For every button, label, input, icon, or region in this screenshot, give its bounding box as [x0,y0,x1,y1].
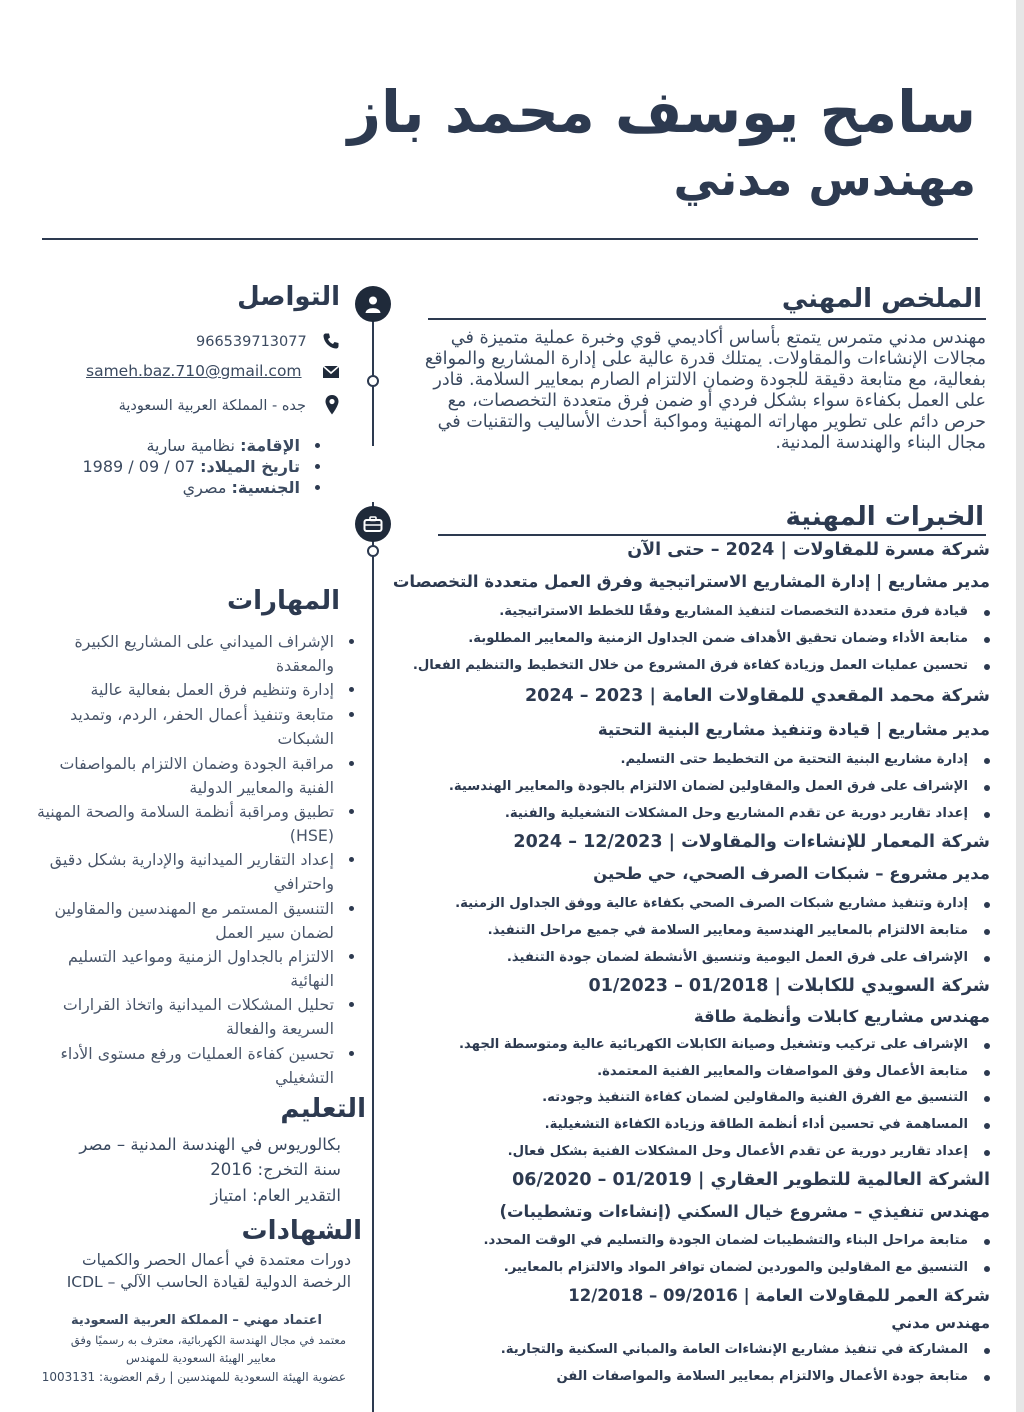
job-company: شركة مسرة للمقاولات | 2024 – حتى الآن [627,540,990,560]
education-year: سنة التخرج: 2016 [210,1160,341,1179]
job-bullet: التنسيق مع المقاولين والموردين لضمان توافر المواد والالتزام بالمعايير. [503,1260,968,1275]
summary-rule [428,318,986,320]
birthdate-value: 07 / 09 / 1989 [82,457,196,476]
job-bullet: المساهمة في تحسين أداء أنظمة الطاقة وزيادة الكفاءة التشغيلية. [544,1117,968,1132]
job-bullet: إدارة وتنفيذ مشاريع شبكات الصرف الصحي بكفاءة عالية ووفق الجداول الزمنية. [455,896,968,911]
summary-heading: الملخص المهني [781,284,982,314]
accreditation-title: اعتماد مهني – المملكة العربية السعودية [71,1313,322,1328]
job-bullet: متابعة مراحل البناء والتشطيبات لضمان الجودة والتسليم في الوقت المحدد. [483,1233,968,1248]
skill-item: مراقبة الجودة وضمان الالتزام بالمواصفات الفنية والمعايير الدولية [24,752,334,800]
job-bullet: الإشراف على فرق العمل والمقاولين لضمان الالتزام بالجودة والمعايير الهندسية. [448,779,968,794]
job-bullet: متابعة الأعمال وفق المواصفات والمعايير الفنية المعتمدة. [597,1064,968,1079]
skill-item: الإشراف الميداني على المشاريع الكبيرة والمعقدة [24,630,334,678]
nationality-label: الجنسية: [231,478,300,497]
job-role: مدير مشاريع | قيادة وتنفيذ مشاريع البنية التحتية [597,720,990,739]
job-role: مهندس مدني [891,1314,990,1332]
nationality-row [183,478,300,497]
location-text: جده - المملكة العربية السعودية [118,398,306,414]
job-bullet: المشاركة في تنفيذ مشاريع الإنشاءات العامة والمباني السكنية والتجارية. [500,1342,968,1357]
job-bullet: متابعة جودة الأعمال والالتزام بمعايير السلامة والمواصفات الفن [556,1369,968,1384]
skill-item: متابعة وتنفيذ أعمال الحفر، الردم، وتمديد الشبكات [24,703,334,751]
briefcase-icon [355,506,391,542]
birthdate-label: تاريخ الميلاد: [200,457,300,476]
phone-number[interactable]: 966539713077 [196,334,307,350]
header-divider [42,238,978,240]
job-bullet: الإشراف على فرق العمل اليومية وتنسيق الأنشطة لضمان جودة التنفيذ. [506,950,968,965]
job-bullet: التنسيق مع الفرق الفنية والمقاولين لضمان كفاءة التنفيذ وجودته. [542,1090,968,1105]
skill-item: تحسين كفاءة العمليات ورفع مستوى الأداء التشغيلي [24,1042,334,1090]
job-title: مهندس مدني [673,152,976,206]
certificates-heading: الشهادات [241,1216,362,1246]
phone-icon [322,332,340,354]
timeline-dot [367,545,379,557]
experience-rule [438,534,986,536]
job-bullet: إدارة مشاريع البنية التحتية من التخطيط حتى التسليم. [620,752,968,767]
residency-value: نظامية سارية [146,436,236,455]
job-bullet: تحسين عمليات العمل وزيادة كفاءة فرق المشروع من خلال التخطيط والتنظيم الفعال. [412,658,968,673]
summary-text: مهندس مدني متمرس يتمتع بأساس أكاديمي قوي وخبرة عملية متميزة في مجالات الإنشاءات والمقاولات. يمتلك قدرة عالية على إدارة المشاريع والمواقع بفعالية، مع متابعة دقيقة للجودة وضمان الالتزام الصارم بمعايير السلامة. قادر على العمل بكفاءة سواء بشكل فردي أو ضمن فرق متعددة التخصصات، مع حرص دائم على تطوير مهاراته المهنية ومواكبة أحدث الأساليب والتقنيات في مجال البناء والهندسة المدنية. [424,328,986,453]
job-role: مدير مشروع – شبكات الصرف الصحي، حي طحين [593,864,990,883]
job-company: شركة العمر للمقاولات العامة | 09/2016 – 12/2018 [568,1286,990,1305]
education-grade: التقدير العام: امتياز [210,1186,341,1205]
job-role: مدير مشاريع | إدارة المشاريع الاستراتيجية وفرق العمل متعددة التخصصات [392,572,990,591]
job-bullet: متابعة الالتزام بالمعايير الهندسية ومعايير السلامة في جميع مراحل التنفيذ. [487,923,968,938]
job-company: شركة السويدي للكابلات | 01/2018 – 01/2023 [588,976,990,996]
skill-item: تطبيق ومراقبة أنظمة السلامة والصحة المهنية (HSE) [24,800,334,848]
residency-label: الإقامة: [240,436,300,455]
skill-item: إعداد التقارير الميدانية والإدارية بشكل دقيق واحترافي [24,848,334,896]
job-role: مهندس تنفيذي – مشروع خيال السكني (إنشاءات وتشطيبات) [499,1202,990,1221]
education-heading: التعليم [280,1094,366,1124]
job-company: شركة محمد المقعدي للمقاولات العامة | 2023 – 2024 [525,686,990,706]
residency-row [146,436,300,455]
job-company: شركة المعمار للإنشاءات والمقاولات | 12/2023 – 2024 [513,832,990,852]
job-role: مهندس مشاريع كابلات وأنظمة طاقة [693,1007,990,1026]
nationality-value: مصري [182,478,227,497]
skill-item: الالتزام بالجداول الزمنية ومواعيد التسليم النهائية [24,945,334,993]
skill-item: إدارة وتنظيم فرق العمل بفعالية عالية [24,678,334,702]
job-bullet: قيادة فرق متعددة التخصصات لتنفيذ المشاريع وفقًا للخطط الاستراتيجية. [499,604,968,619]
job-bullet: إعداد تقارير دورية عن تقدم الأعمال وحل المشكلات الفنية بشكل فعال. [507,1144,968,1159]
person-icon [355,286,391,322]
job-bullet: الإشراف على تركيب وتشغيل وصيانة الكابلات الكهربائية عالية ومتوسطة الجهد. [459,1037,968,1052]
job-bullet: متابعة الأداء وضمان تحقيق الأهداف ضمن الجداول الزمنية والمعايير المطلوبة. [468,631,968,646]
skills-heading: المهارات [226,586,340,616]
envelope-icon [322,364,340,383]
accreditation-line1: معتمد في مجال الهندسة الكهربائية، معترف به رسميًا وفق [70,1333,346,1347]
accreditation-line2: معايير الهيئة السعودية للمهندس [125,1351,276,1365]
certificate-item: الرخصة الدولية لقيادة الحاسب الآلي – ICDL [66,1273,351,1291]
page-edge [1016,0,1024,1412]
location-pin-icon [324,394,340,420]
education-degree: بكالوريوس في الهندسة المدنية – مصر [79,1135,341,1154]
birthdate-row [83,457,301,476]
membership-text: عضوية الهيئة السعودية للمهندسين | رقم العضوية: 1003131 [41,1370,346,1384]
certificate-item: دورات معتمدة في أعمال الحصر والكميات [82,1251,351,1269]
experience-heading: الخبرات المهنية [785,502,984,532]
contact-heading: التواصل [237,282,340,312]
timeline-dot [367,375,379,387]
timeline-gap [368,446,378,502]
job-bullet: إعداد تقارير دورية عن تقدم المشاريع وحل المشكلات التشغيلية والفنية. [504,806,968,821]
email-link[interactable]: sameh.baz.710@gmail.com [86,362,302,380]
skill-item: التنسيق المستمر مع المهندسين والمقاولين لضمان سير العمل [24,897,334,945]
candidate-name: سامح يوسف محمد باز [347,78,976,146]
skill-item: تحليل المشكلات الميدانية واتخاذ القرارات السريعة والفعالة [24,993,334,1041]
job-company: الشركة العالمية للتطوير العقاري | 01/2019 – 06/2020 [512,1170,990,1190]
